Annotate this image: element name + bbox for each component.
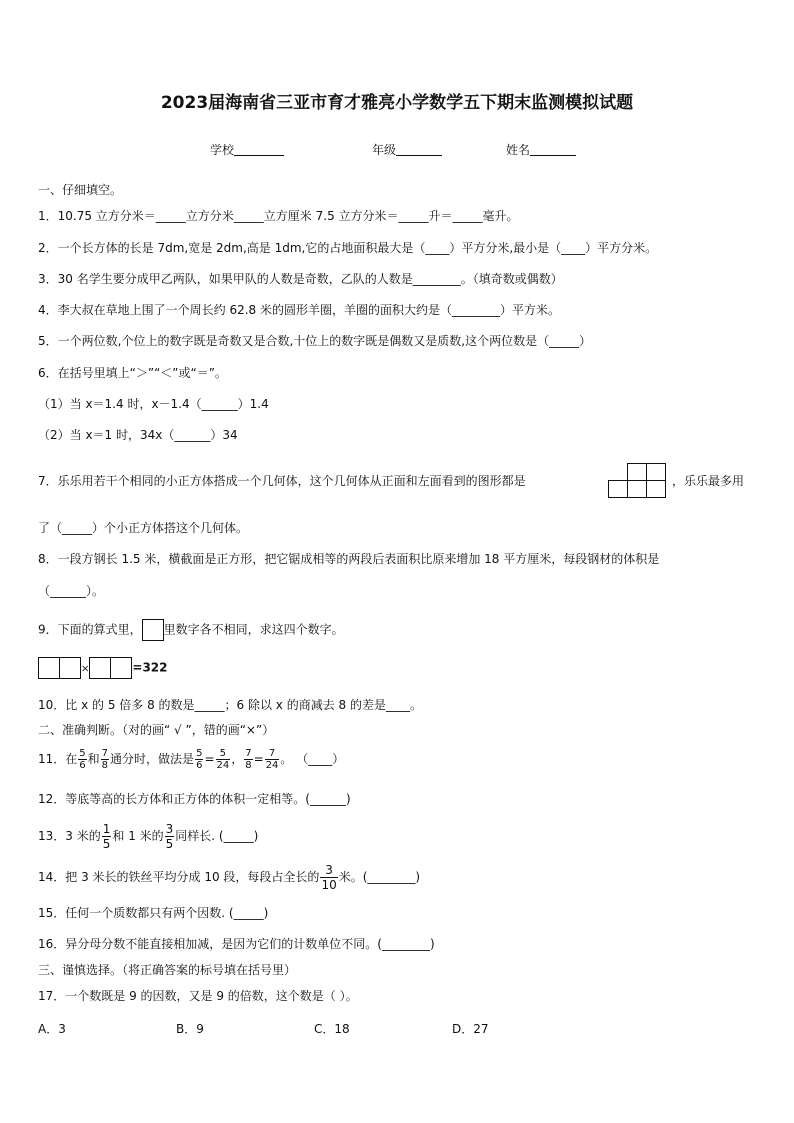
grid-cell xyxy=(608,480,628,498)
fraction xyxy=(216,748,231,771)
q14-end: 米。(________) xyxy=(338,870,421,884)
fraction xyxy=(102,822,112,851)
section-heading: 三、谨慎选择。（将正确答案的标号填在括号里） xyxy=(38,963,297,977)
digit-box[interactable] xyxy=(110,657,132,679)
question-6-part-1: （1）当 x＝1.4 时，x－1.4（______）1.4 xyxy=(38,397,269,411)
denominator: 24 xyxy=(216,760,230,771)
fraction xyxy=(320,863,337,892)
option-c[interactable]: C．18 xyxy=(314,1022,350,1036)
section-heading: 一、仔细填空。 xyxy=(38,183,123,197)
numerator: 3 xyxy=(165,822,174,836)
grid-cell xyxy=(646,463,666,481)
question-10: 10．比 x 的 5 倍多 8 的数是_____；6 除以 x 的商减去 8 的差是____。 xyxy=(38,698,422,712)
denominator: 5 xyxy=(102,837,111,851)
question-7-text-a: 7．乐乐用若干个相同的小正方体搭成一个几何体，这个几何体从正面和左面看到的图形都是 xyxy=(38,474,526,488)
option-b[interactable]: B．9 xyxy=(176,1022,204,1036)
question-14 xyxy=(38,863,420,892)
multiplier-boxes xyxy=(89,657,132,679)
q13-end: 同样长. (_____) xyxy=(175,829,259,843)
numerator: 7 xyxy=(245,748,252,759)
grade-label: 年级 xyxy=(372,143,397,157)
name-label: 姓名 xyxy=(506,143,531,157)
grade-field xyxy=(372,141,442,158)
question-13 xyxy=(38,822,258,851)
question-9-text-a: 9．下面的算式里， xyxy=(38,622,142,637)
numerator: 7 xyxy=(265,748,280,760)
question-2: 2．一个长方体的长是 7dm,宽是 2dm,高是 1dm,它的占地面积最大是（____）平方分米,最小是（____）平方分米。 xyxy=(38,241,658,255)
question-7-text-b: ，乐乐最多用 xyxy=(672,474,745,488)
school-field xyxy=(210,141,284,158)
question-9-text-b: 里数字各不相同，求这四个数字。 xyxy=(163,622,344,637)
question-4: 4．李大叔在草地上围了一个周长约 62.8 米的圆形羊圈，羊圈的面积大约是（________）平方米。 xyxy=(38,303,560,317)
q11-pre: 11．在 xyxy=(38,752,78,766)
question-11 xyxy=(38,748,344,771)
grade-blank[interactable] xyxy=(396,143,442,156)
numerator: 5 xyxy=(216,748,231,760)
denominator: 5 xyxy=(165,837,174,851)
numerator: 7 xyxy=(101,748,109,759)
school-label: 学校 xyxy=(210,143,235,157)
question-3: 3．30 名学生要分成甲乙两队，如果甲队的人数是奇数，乙队的人数是________。（填奇数或偶数） xyxy=(38,272,563,286)
equation-result: =322 xyxy=(132,660,168,675)
question-9-equation xyxy=(38,657,168,679)
numerator: 1 xyxy=(102,822,111,836)
name-field xyxy=(506,141,576,158)
digit-box[interactable] xyxy=(38,657,60,679)
fraction xyxy=(265,748,280,771)
fraction xyxy=(195,748,203,771)
section-heading: 二、准确判断。（对的画“ √ ”，错的画“×”） xyxy=(38,723,275,737)
question-6-part-2: （2）当 x＝1 时，34x（______）34 xyxy=(38,428,238,442)
numerator: 5 xyxy=(196,748,203,759)
question-6: 6．在括号里填上“＞”“＜”或“＝”。 xyxy=(38,366,227,380)
denominator: 24 xyxy=(265,760,279,771)
school-blank[interactable] xyxy=(234,143,284,156)
digit-box[interactable] xyxy=(89,657,111,679)
q13-mid: 和 1 米的 xyxy=(112,829,164,843)
fraction xyxy=(101,748,109,771)
q13-pre: 13．3 米的 xyxy=(38,829,101,843)
q11-eq1: = xyxy=(204,752,215,766)
option-a[interactable]: A．3 xyxy=(38,1022,66,1036)
question-15: 15．任何一个质数都只有两个因数. (_____) xyxy=(38,906,269,920)
digit-box[interactable] xyxy=(59,657,81,679)
question-1: 1．10.75 立方分米＝_____立方分米_____立方厘米 7.5 立方分米＝_____升＝_____毫升。 xyxy=(38,209,519,223)
name-blank[interactable] xyxy=(530,143,576,156)
question-17: 17．一个数既是 9 的因数，又是 9 的倍数，这个数是（ ）。 xyxy=(38,989,358,1003)
fraction xyxy=(78,748,86,771)
question-5: 5．一个两位数,个位上的数字既是奇数又是合数,十位上的数字既是偶数又是质数,这个两位数是（_____） xyxy=(38,334,592,348)
grid-cell xyxy=(646,480,666,498)
question-16: 16．异分母分数不能直接相加减，是因为它们的计数单位不同。(________) xyxy=(38,937,435,951)
q11-mid: 通分时，做法是 xyxy=(110,752,195,766)
q14-pre: 14．把 3 米长的铁丝平均分成 10 段，每段占全长的 xyxy=(38,870,320,884)
fraction xyxy=(165,822,175,851)
numerator: 3 xyxy=(320,863,337,878)
numerator: 5 xyxy=(79,748,86,759)
times-sign: × xyxy=(81,663,90,675)
multiplicand-boxes xyxy=(38,657,81,679)
question-8-line-1: 8．一段方钢长 1.5 米，横截面是正方形，把它锯成相等的两段后表面积比原来增加 18 平方厘米，每段钢材的体积是 xyxy=(38,552,660,566)
question-9 xyxy=(38,619,344,641)
q11-comma: ， xyxy=(231,752,244,766)
denominator: 6 xyxy=(196,760,203,771)
fraction xyxy=(244,748,252,771)
q11-and: 和 xyxy=(87,752,100,766)
question-7-line-1 xyxy=(38,473,526,489)
question-12: 12．等底等高的长方体和正方体的体积一定相等。(______) xyxy=(38,792,351,806)
q11-eq2: = xyxy=(253,752,264,766)
question-7-line-2: 了（_____）个小正方体搭这个几何体。 xyxy=(38,521,249,535)
option-d[interactable]: D．27 xyxy=(452,1022,489,1036)
denominator: 10 xyxy=(321,878,337,892)
question-8-line-2: （______）。 xyxy=(38,584,105,598)
denominator: 8 xyxy=(101,760,109,771)
grid-cell xyxy=(627,480,647,498)
page-title: 2023届海南省三亚市育才雅亮小学数学五下期末监测模拟试题 xyxy=(160,93,634,113)
denominator: 8 xyxy=(245,760,252,771)
q11-end: 。 （____） xyxy=(280,752,345,766)
digit-box-icon xyxy=(142,619,164,641)
grid-cell xyxy=(627,463,647,481)
denominator: 6 xyxy=(79,760,86,771)
